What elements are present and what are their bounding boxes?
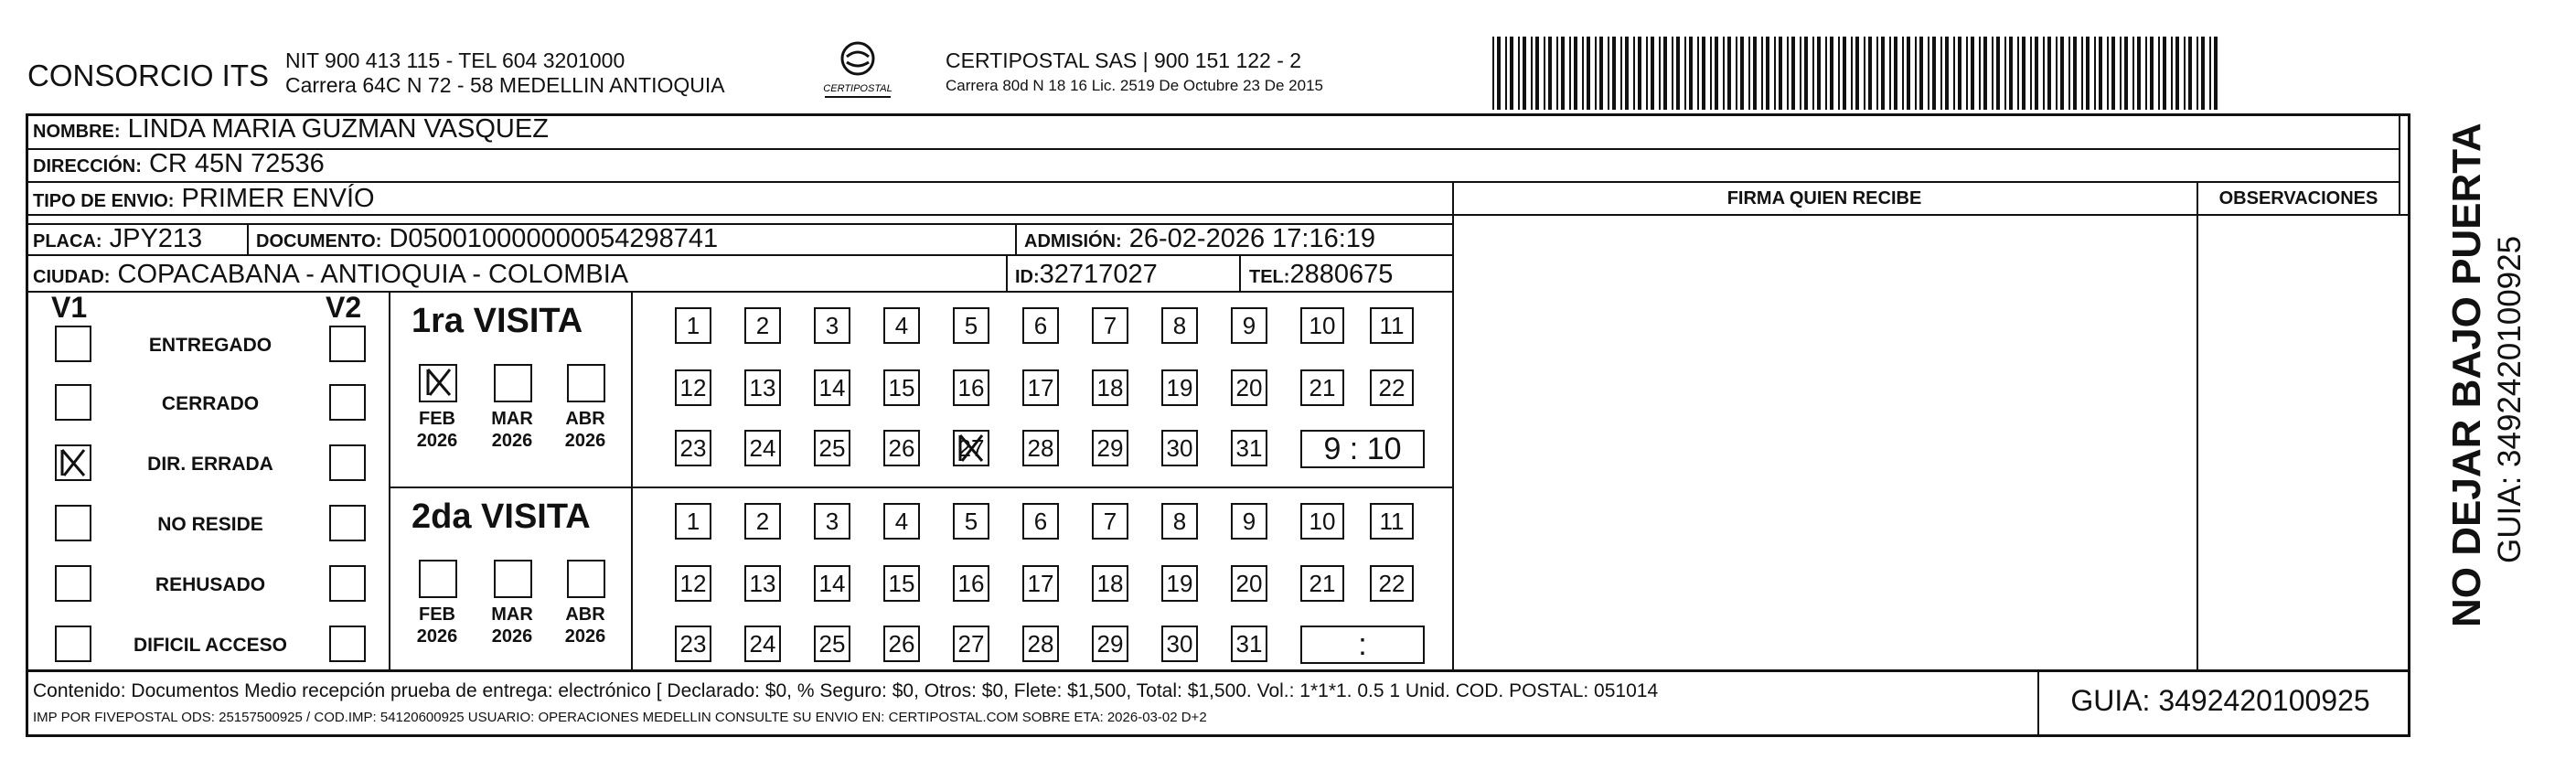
tel-value: 2880675 [1289, 260, 1394, 289]
visit-title: 2da VISITA [412, 497, 591, 536]
day-box[interactable]: 30 [1161, 430, 1198, 466]
day-box[interactable]: 16 [953, 369, 989, 406]
signature-area[interactable] [1456, 219, 2193, 666]
year-label: 2026 [491, 431, 533, 451]
nombre-value: LINDA MARIA GUZMAN VASQUEZ [127, 114, 549, 144]
day-box[interactable]: 29 [1092, 626, 1128, 662]
certipostal-address: Carrera 80d N 18 16 Lic. 2519 De Octubre 23 De 2015 [946, 77, 1323, 94]
logo-text: CERTIPOSTAL [823, 83, 893, 94]
day-box[interactable]: 16 [953, 565, 989, 602]
ciudad-label: CIUDAD: [33, 267, 111, 287]
day-box[interactable]: 5 [953, 307, 989, 344]
company-name: CONSORCIO ITS [27, 59, 270, 92]
barcode-icon [1492, 37, 2224, 110]
certipostal-line: CERTIPOSTAL SAS | 900 151 122 - 2 [946, 48, 1302, 72]
month-label: ABR [565, 604, 605, 625]
guia-number: GUIA: 3492420100925 [2070, 684, 2370, 717]
placa-row [33, 224, 202, 254]
day-box[interactable]: 6 [1022, 307, 1059, 344]
id-row [1015, 260, 1158, 290]
day-box[interactable]: 11 [1370, 307, 1414, 344]
v1-header: V1 [51, 291, 88, 324]
status-option-label: REHUSADO [155, 574, 266, 595]
id-value: 32717027 [1039, 260, 1158, 289]
visit-time[interactable]: 9 : 10 [1300, 430, 1425, 468]
month-checkbox[interactable] [567, 560, 605, 598]
v1-checkbox[interactable] [55, 565, 91, 602]
day-box[interactable]: 3 [814, 307, 850, 344]
year-label: 2026 [416, 431, 458, 451]
day-box[interactable]: 8 [1161, 503, 1198, 540]
day-box[interactable]: 27 [953, 430, 989, 466]
day-box[interactable]: 19 [1161, 565, 1198, 602]
check-mark-icon [953, 430, 989, 466]
footer-content: Contenido: Documentos Medio recepción prueba de entrega: electrónico [ Declarado: $0, % Seguro: $0, Otros: $0, Flete: $1,500, Total: $1,500. Vol.: 1*1*1. 0.5 1 Unid. COD. POSTAL: 051014 [33, 680, 1659, 701]
day-box[interactable]: 31 [1231, 626, 1267, 662]
month-label: FEB [419, 409, 455, 429]
nit-line: NIT 900 413 115 - TEL 604 3201000 [285, 48, 625, 72]
day-box[interactable]: 7 [1092, 307, 1128, 344]
v2-checkbox[interactable] [329, 565, 366, 602]
day-box[interactable]: 5 [953, 503, 989, 540]
day-box[interactable]: 15 [883, 369, 920, 406]
documento-label: DOCUMENTO: [256, 231, 382, 251]
status-option-label: DIR. ERRADA [147, 454, 273, 475]
certipostal-details [946, 48, 1323, 98]
day-box[interactable]: 1 [675, 503, 711, 540]
year-label: 2026 [416, 626, 458, 647]
month-checkbox[interactable] [494, 364, 532, 402]
day-box[interactable]: 23 [675, 430, 711, 466]
day-box[interactable]: 28 [1022, 626, 1059, 662]
no-dejar-warning: NO DEJAR BAJO PUERTA [2444, 123, 2489, 627]
documento-row [256, 224, 718, 254]
nombre-row [33, 114, 549, 144]
day-box[interactable]: 9 [1231, 503, 1267, 540]
id-label: ID: [1015, 267, 1040, 287]
certipostal-logo-icon [812, 37, 903, 106]
month-checkbox[interactable] [494, 560, 532, 598]
month-label: ABR [565, 409, 605, 429]
day-box[interactable]: 21 [1300, 565, 1344, 602]
month-checkbox[interactable] [419, 560, 457, 598]
tel-label: TEL: [1249, 267, 1290, 287]
day-box[interactable]: 20 [1231, 565, 1267, 602]
side-guia-number: GUIA: 3492420100925 [2492, 235, 2528, 563]
day-box[interactable]: 24 [744, 430, 781, 466]
company-details [285, 48, 725, 98]
placa-value: JPY213 [109, 224, 203, 253]
day-box[interactable]: 22 [1370, 565, 1414, 602]
day-box[interactable]: 4 [883, 307, 920, 344]
day-box[interactable]: 13 [744, 565, 781, 602]
status-option-label: NO RESIDE [157, 514, 263, 535]
day-box[interactable]: 26 [883, 626, 920, 662]
day-box[interactable]: 8 [1161, 307, 1198, 344]
nombre-label: NOMBRE: [33, 122, 121, 142]
day-box[interactable]: 17 [1022, 565, 1059, 602]
day-box[interactable]: 25 [814, 430, 850, 466]
day-box[interactable]: 2 [744, 503, 781, 540]
status-option-label: DIFICIL ACCESO [133, 635, 287, 656]
day-box[interactable]: 29 [1092, 430, 1128, 466]
month-label: MAR [491, 604, 533, 625]
v2-checkbox[interactable] [329, 444, 366, 481]
day-box[interactable]: 4 [883, 503, 920, 540]
v2-checkbox[interactable] [329, 326, 366, 362]
day-box[interactable]: 13 [744, 369, 781, 406]
status-option-label: CERRADO [161, 393, 260, 414]
v2-checkbox[interactable] [329, 384, 366, 421]
day-box[interactable]: 1 [675, 307, 711, 344]
visit-title: 1ra VISITA [412, 302, 583, 340]
day-box[interactable]: 2 [744, 307, 781, 344]
year-label: 2026 [491, 626, 533, 647]
address-line: Carrera 64C N 72 - 58 MEDELLIN ANTIOQUIA [285, 73, 725, 97]
day-box[interactable]: 11 [1370, 503, 1414, 540]
footer-print-info: IMP POR FIVEPOSTAL ODS: 25157500925 / COD.IMP: 54120600925 USUARIO: OPERACIONES MEDELLIN CONSULTE SU ENVIO EN: CERTIPOSTAL.COM SOBRE ETA: 2026-03-02 D+2 [33, 710, 1207, 725]
v1-checkbox[interactable] [55, 626, 91, 662]
v2-checkbox[interactable] [329, 505, 366, 541]
month-checkbox[interactable] [567, 364, 605, 402]
side-labels [2432, 115, 2531, 737]
v2-checkbox[interactable] [329, 626, 366, 662]
day-box[interactable]: 7 [1092, 503, 1128, 540]
day-box[interactable]: 9 [1231, 307, 1267, 344]
v1-checkbox[interactable] [55, 505, 91, 541]
direccion-label: DIRECCIÓN: [33, 156, 142, 176]
month-label: MAR [491, 409, 533, 429]
day-box[interactable]: 14 [814, 565, 850, 602]
day-box[interactable]: 10 [1300, 503, 1344, 540]
observations-area[interactable] [2200, 219, 2397, 666]
direccion-value: CR 45N 72536 [148, 149, 325, 178]
day-box[interactable]: 22 [1370, 369, 1414, 406]
v1-checkbox[interactable] [55, 384, 91, 421]
tipo-envio-row [33, 184, 375, 214]
day-box[interactable]: 27 [953, 626, 989, 662]
direccion-row [33, 149, 325, 179]
day-box[interactable]: 20 [1231, 369, 1267, 406]
documento-value: D050010000000054298741 [389, 224, 719, 253]
day-box[interactable]: 19 [1161, 369, 1198, 406]
year-label: 2026 [564, 626, 606, 647]
ciudad-row [33, 260, 628, 290]
day-box[interactable]: 23 [675, 626, 711, 662]
day-box[interactable]: 26 [883, 430, 920, 466]
day-box[interactable]: 24 [744, 626, 781, 662]
admision-label: ADMISIÓN: [1024, 231, 1122, 251]
status-option-label: ENTREGADO [148, 335, 273, 356]
placa-label: PLACA: [33, 231, 102, 251]
day-box[interactable]: 3 [814, 503, 850, 540]
tipo-label: TIPO DE ENVIO: [33, 191, 175, 211]
day-box[interactable]: 25 [814, 626, 850, 662]
day-box[interactable]: 18 [1092, 369, 1128, 406]
day-box[interactable]: 14 [814, 369, 850, 406]
day-box[interactable]: 30 [1161, 626, 1198, 662]
day-box[interactable]: 17 [1022, 369, 1059, 406]
admision-value: 26-02-2026 17:16:19 [1128, 224, 1376, 253]
admision-row [1024, 224, 1375, 254]
tel-row [1249, 260, 1393, 290]
day-box[interactable]: 15 [883, 565, 920, 602]
day-box[interactable]: 31 [1231, 430, 1267, 466]
day-box[interactable]: 21 [1300, 369, 1344, 406]
visit-time[interactable]: : [1300, 626, 1425, 664]
firma-header: FIRMA QUIEN RECIBE [1726, 188, 1922, 209]
day-box[interactable]: 28 [1022, 430, 1059, 466]
month-label: FEB [419, 604, 455, 625]
v1-checkbox[interactable] [55, 326, 91, 362]
day-box[interactable]: 18 [1092, 565, 1128, 602]
ciudad-value: COPACABANA - ANTIOQUIA - COLOMBIA [117, 260, 629, 289]
observaciones-header: OBSERVACIONES [2218, 188, 2378, 209]
tipo-value: PRIMER ENVÍO [181, 184, 375, 213]
day-box[interactable]: 12 [675, 565, 711, 602]
year-label: 2026 [564, 431, 606, 451]
check-mark-icon [421, 364, 457, 401]
check-mark-icon [55, 444, 91, 481]
day-box[interactable]: 6 [1022, 503, 1059, 540]
day-box[interactable]: 10 [1300, 307, 1344, 344]
v2-header: V2 [326, 291, 362, 324]
day-box[interactable]: 12 [675, 369, 711, 406]
